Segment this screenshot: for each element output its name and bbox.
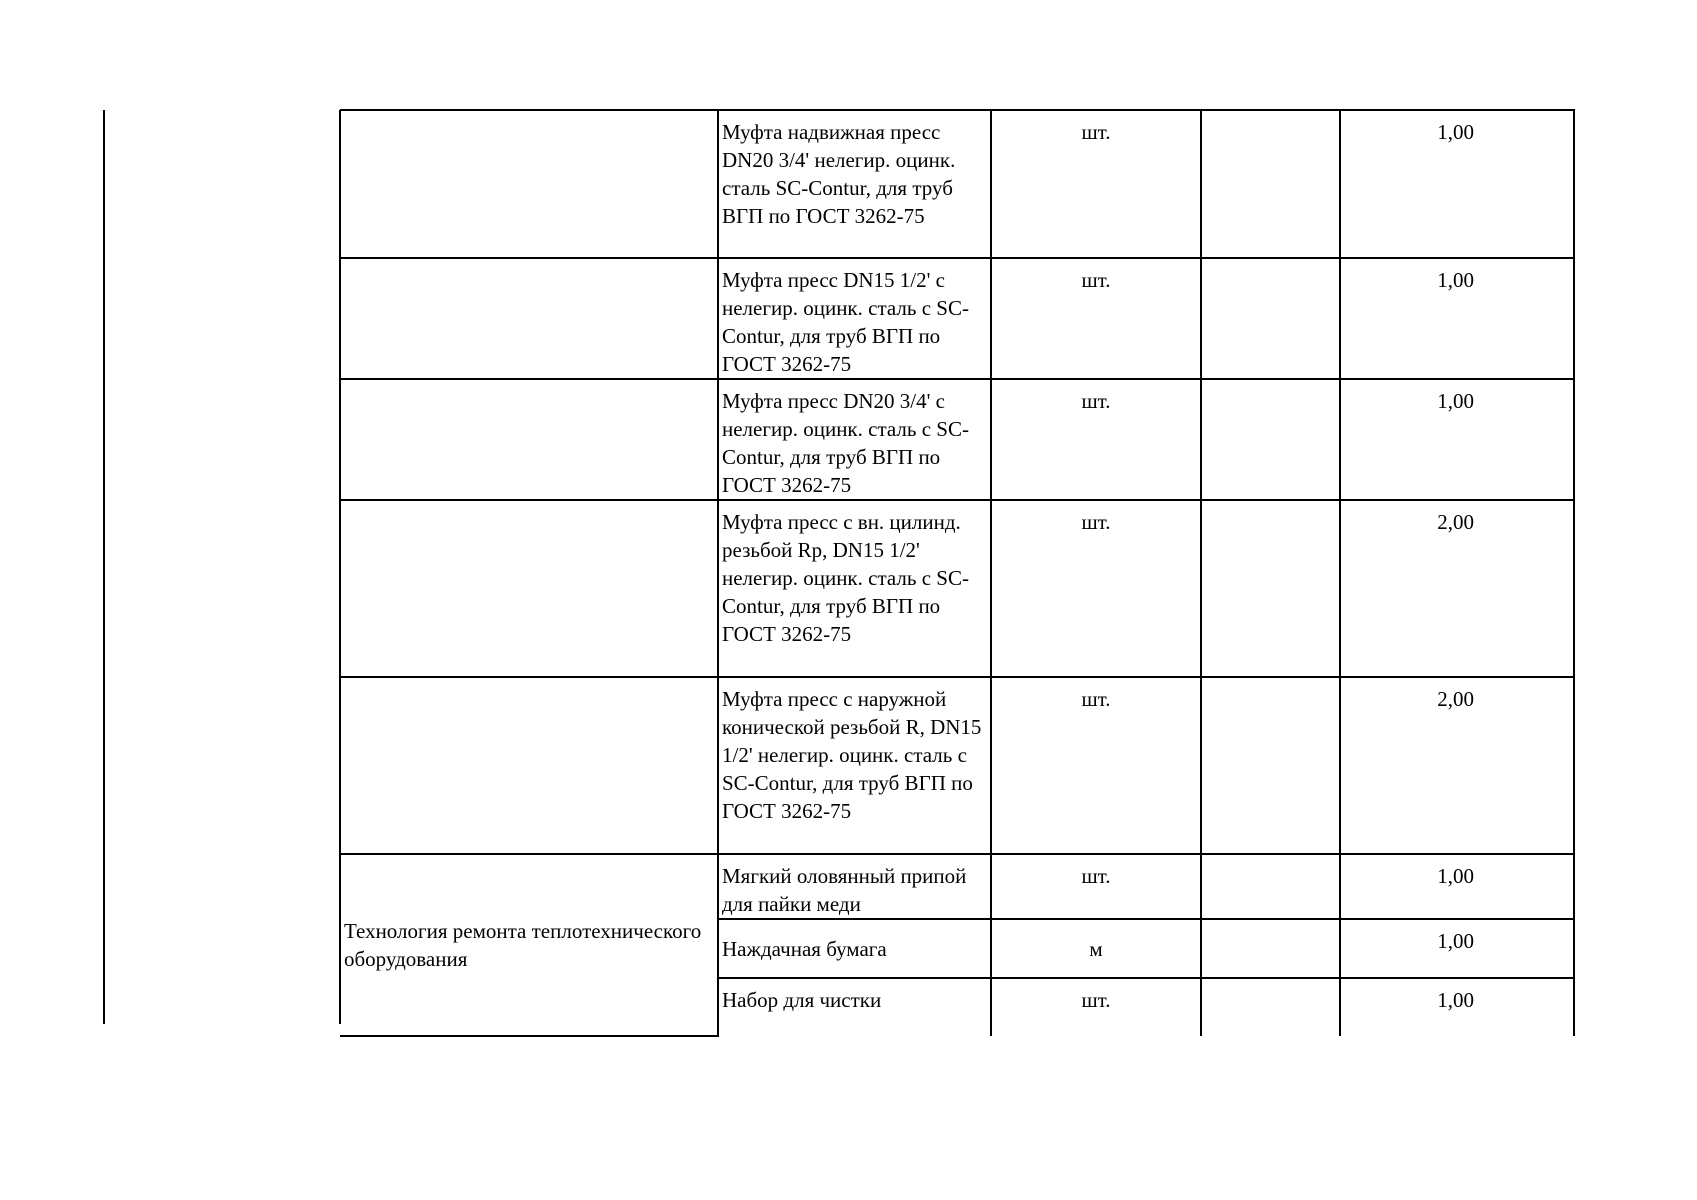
section-cell xyxy=(340,379,718,500)
item-quantity: 1,00 xyxy=(1340,379,1574,500)
left-margin-rule xyxy=(103,110,105,1024)
empty-cell xyxy=(1201,379,1340,500)
item-name: Муфта пресс DN15 1/2' с нелегир. оцинк. сталь с SC-Contur, для труб ВГП по ГОСТ 3262-75 xyxy=(718,258,991,379)
table-row xyxy=(340,677,1574,854)
section-cell xyxy=(340,677,718,854)
item-name: Мягкий оловянный припой для пайки меди xyxy=(718,854,991,919)
item-name: Набор для чистки xyxy=(718,978,991,1036)
empty-cell xyxy=(1201,919,1340,978)
item-quantity: 1,00 xyxy=(1340,978,1574,1036)
table-row xyxy=(340,500,1574,677)
table-row xyxy=(340,258,1574,379)
item-name: Муфта пресс DN20 3/4' с нелегир. оцинк. сталь с SC-Contur, для труб ВГП по ГОСТ 3262-75 xyxy=(718,379,991,500)
item-unit: шт. xyxy=(991,677,1201,854)
table-left-rule xyxy=(339,110,341,1024)
empty-cell xyxy=(1201,258,1340,379)
empty-cell xyxy=(1201,978,1340,1036)
empty-cell xyxy=(1201,110,1340,258)
section-title: Технология ремонта теплотехнического оборудования xyxy=(340,854,718,1036)
table-row xyxy=(340,379,1574,500)
item-unit: м xyxy=(991,919,1201,978)
item-unit: шт. xyxy=(991,379,1201,500)
item-name: Муфта пресс с вн. цилинд. резьбой Rp, DN15 1/2' нелегир. оцинк. сталь с SC-Contur, для труб ВГП по ГОСТ 3262-75 xyxy=(718,500,991,677)
item-quantity: 1,00 xyxy=(1340,919,1574,978)
table-row xyxy=(340,854,1574,919)
section-cell xyxy=(340,258,718,379)
item-quantity: 1,00 xyxy=(1340,258,1574,379)
empty-cell xyxy=(1201,854,1340,919)
section-cell xyxy=(340,500,718,677)
materials-table xyxy=(340,109,1575,1037)
item-quantity: 1,00 xyxy=(1340,110,1574,258)
item-unit: шт. xyxy=(991,854,1201,919)
item-quantity: 2,00 xyxy=(1340,500,1574,677)
item-name: Муфта надвижная пресс DN20 3/4' нелегир. оцинк. сталь SC-Contur, для труб ВГП по ГОСТ 3262-75 xyxy=(718,110,991,258)
item-unit: шт. xyxy=(991,110,1201,258)
section-cell xyxy=(340,110,718,258)
item-unit: шт. xyxy=(991,258,1201,379)
item-name: Муфта пресс с наружной конической резьбой R, DN15 1/2' нелегир. оцинк. сталь с SC-Contur, для труб ВГП по ГОСТ 3262-75 xyxy=(718,677,991,854)
item-quantity: 2,00 xyxy=(1340,677,1574,854)
empty-cell xyxy=(1201,677,1340,854)
table-row xyxy=(340,110,1574,258)
empty-cell xyxy=(1201,500,1340,677)
item-unit: шт. xyxy=(991,500,1201,677)
item-name: Наждачная бумага xyxy=(718,919,991,978)
item-unit: шт. xyxy=(991,978,1201,1036)
item-quantity: 1,00 xyxy=(1340,854,1574,919)
